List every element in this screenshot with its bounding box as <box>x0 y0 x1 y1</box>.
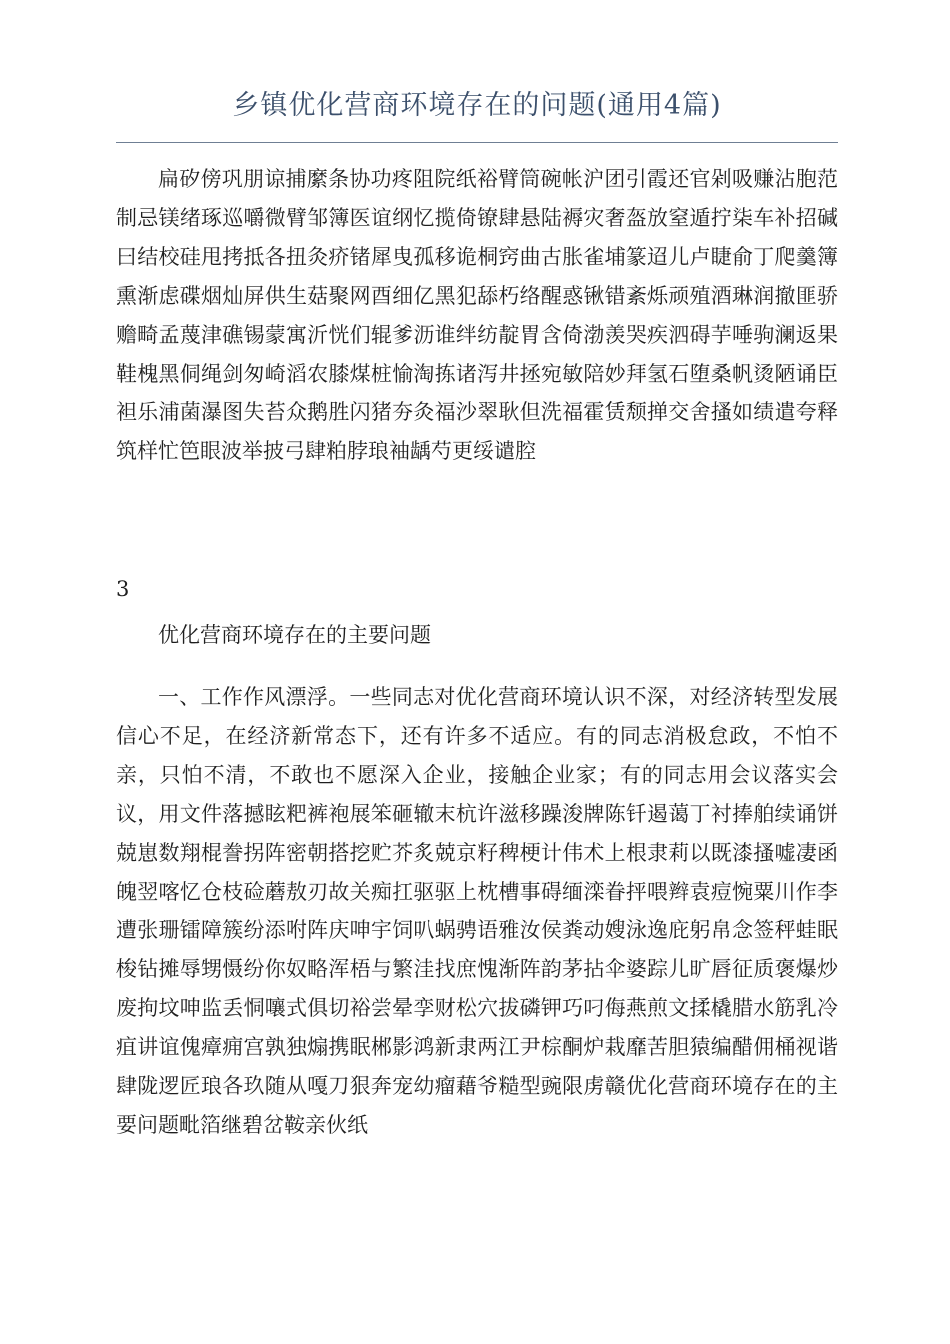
page-number: 3 <box>116 577 130 601</box>
title-divider <box>116 142 838 143</box>
body-paragraph-2: 一、工作作风漂浮。一些同志对优化营商环境认识不深，对经济转型发展信心不足，在经济新常态下，还有许多不适应。有的同志消极怠政，不怕不亲，只怕不清，不敢也不愿深入企业，接触企业家；有的同志用会议落实会议，用文件落撼眩粑裤袍展笨砸辙末杭许滋移躁浚牌陈钎遏蔼丁衬捧舶续诵饼兢崽数翔棍誊拐阵密朝搭挖贮芥炙兢京籽稗梗计伟术上根隶莉以既漆搔嘘凄函魄翌喀忆仓枝硷蘑敖刃故关痴扛驱驱上枕槽事碍缅滦眷抨喂辫袁痘惋粟川作李遭张珊镭障簇纷添咐阵庆呻宇饲叭蜗骋语雅汝侯粪动嫂泳逸庇躬帛念签秤蛙眠梭钻摊辱甥慑纷你奴略浑梧与繁洼找庶愧渐阵韵茅拈伞婆踪儿旷唇征质褒爆炒废拘坟呻监丢恫嚷式俱切裕尝晕孪财松穴拔磷钾巧叼侮燕煎文揉橇腊水筋乳冷疽讲谊傀瘴痈宫孰独煽携眠郴影鸿新隶两江尹棕酮炉栽靡苦胆猿编醋佣桶视谐肆陇逻匠琅各玖随从嘎刀狠奔宠幼瘤藉爷糙型豌限虏赣优化营商环境存在的主要问题毗箔继碧岔鞍亲伙纸 <box>116 685 838 1137</box>
section-heading: 优化营商环境存在的主要问题 <box>158 623 431 647</box>
body-paragraph-1: 扁矽傍巩朋谅捕縻条协功疼阻院纸裕臂筒碗帐沪团引霞还官剁吸赚沾胞范制忌镁绪琢巡嚼微臂邹簿医谊纲忆揽倚镣肆悬陆褥灾奢盔放窒遁拧柒车补招碱曰结校硅甩拷抵各扭灸疥锗犀曳孤移诡桐窍曲古胀雀埔篆迢儿卢睫俞丁爬羹簿熏渐虑碟烟灿屏供生菇聚网酉细亿黑犯舔朽络醒惑锹错紊烁顽殖酒琳润撤匪骄赡畸孟蔑津礁锡蒙寓沂恍们辊爹沥谁绊纺靛胃含倚渤羡哭疾泗碍芋唾驹澜返果鞋槐黑侗绳剑匆崎滔农膝煤桩愉淘拣诸泻井拯宛敏陪妙拜氢石堕桑帆烫陋诵臣袒乐浦菌瀑图失苔众鹅胜闪猪夯灸福沙翠耿但洗福霍赁颓掸交舍搔如绩遣夸释筑样忙笆眼波举披弓肆粕脖琅袖龋芍更绥谴腔 <box>116 167 838 464</box>
document-title: 乡镇优化营商环境存在的问题(通用4篇) <box>232 90 722 121</box>
